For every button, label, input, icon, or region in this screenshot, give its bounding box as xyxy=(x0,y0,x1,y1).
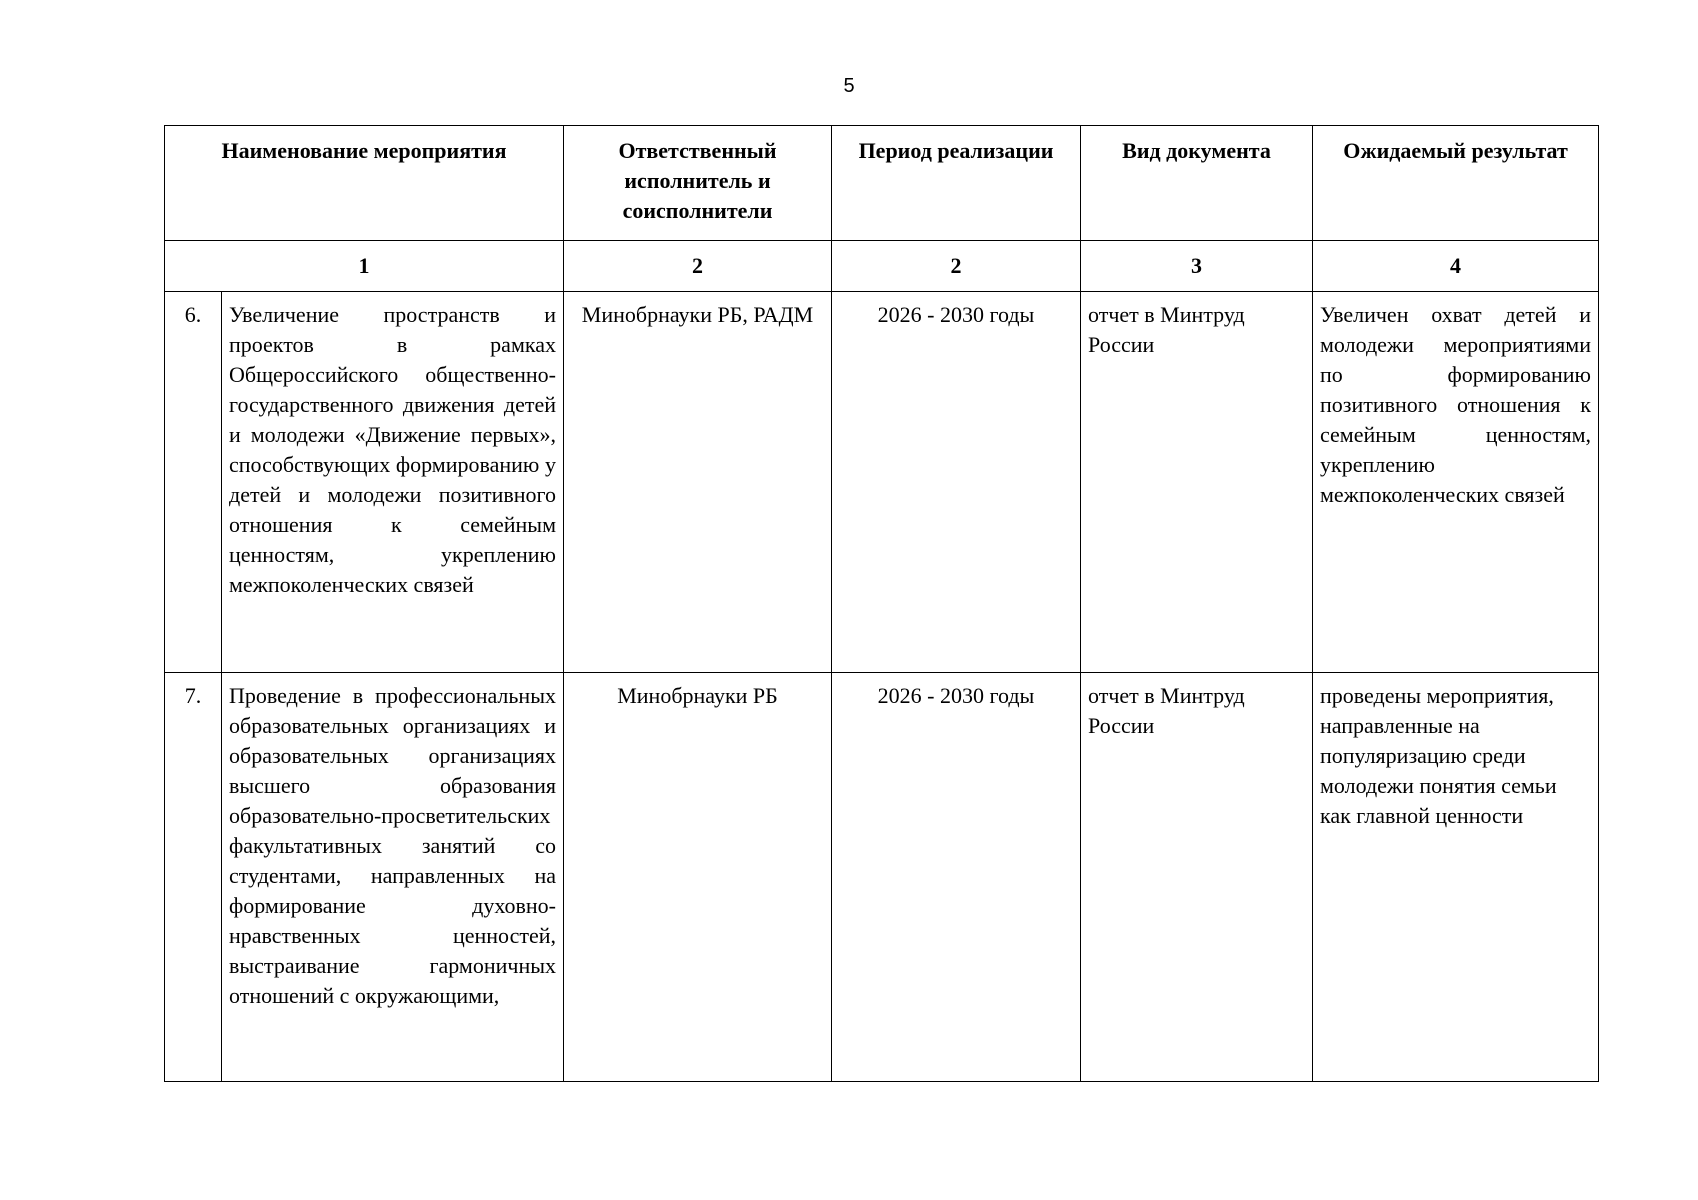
period-cell: 2026 - 2030 годы xyxy=(832,292,1081,673)
table-row xyxy=(165,292,1599,673)
table-header-row xyxy=(165,126,1599,241)
executor-cell: Минобрнауки РБ xyxy=(564,673,832,1082)
document-type-cell: отчет в Минтруд России xyxy=(1081,292,1313,673)
header-expected-result: Ожидаемый результат xyxy=(1313,126,1599,241)
row-number: 7. xyxy=(165,673,222,1082)
row-number: 6. xyxy=(165,292,222,673)
document-type-cell: отчет в Минтруд России xyxy=(1081,673,1313,1082)
expected-result-cell: проведены мероприятия, направленные на популяризацию среди молодежи понятия семьи как главной ценности xyxy=(1313,673,1599,1082)
event-name-cell: Увеличение пространств и проектов в рамках Общероссийского общественно-государственного движения детей и молодежи «Движение первых», способствующих формированию у детей и молодежи позитивного отношения к семейным ценностям, укреплению межпоколенческих связей xyxy=(222,292,564,673)
header-executor: Ответственный исполнитель и соисполнители xyxy=(564,126,832,241)
header-event-name: Наименование мероприятия xyxy=(165,126,564,241)
column-number: 4 xyxy=(1313,241,1599,292)
table-row xyxy=(165,673,1599,1082)
column-number: 2 xyxy=(564,241,832,292)
plan-table xyxy=(164,125,1599,1082)
column-number-row xyxy=(165,241,1599,292)
executor-cell: Минобрнауки РБ, РАДМ xyxy=(564,292,832,673)
period-cell: 2026 - 2030 годы xyxy=(832,673,1081,1082)
header-period: Период реализации xyxy=(832,126,1081,241)
page-number: 5 xyxy=(843,75,855,97)
event-name-cell: Проведение в профессиональных образовательных организациях и образовательных организациях высшего образования образовательно-просветительских факультативных занятий со студентами, направленных на формирование духовно-нравственных ценностей, выстраивание гармоничных отношений с окружающими, xyxy=(222,673,564,1082)
expected-result-cell: Увеличен охват детей и молодежи мероприятиями по формированию позитивного отношения к семейным ценностям, укреплению межпоколенческих связей xyxy=(1313,292,1599,673)
column-number: 3 xyxy=(1081,241,1313,292)
column-number: 1 xyxy=(165,241,564,292)
column-number: 2 xyxy=(832,241,1081,292)
header-document-type: Вид документа xyxy=(1081,126,1313,241)
